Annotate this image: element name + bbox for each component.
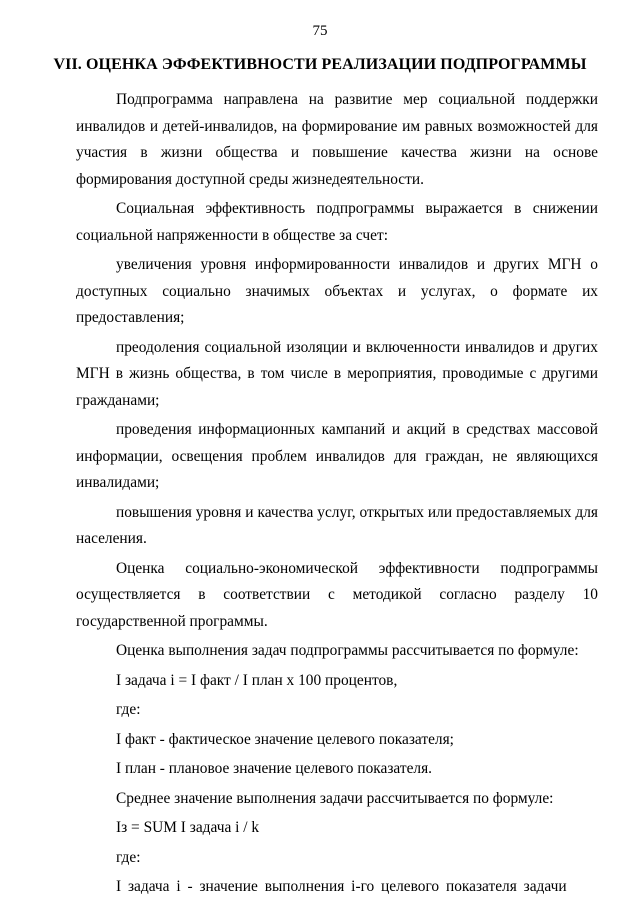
list-item-campaigns: проведения информационных кампаний и акций в средствах массовой информации, освещения проблем инвалидов для граждан, не являющихся инвалидами; [76, 421, 598, 491]
definition-task-value: I задача i - значение выполнения i-го целевого показателя задачи [116, 878, 567, 895]
paragraph-evaluation-method: Оценка социально-экономической эффективности подпрограммы осуществляется в соответствии с методикой согласно разделу 10 государственной программы. [76, 559, 598, 630]
list-item-isolation: преодоления социальной изоляции и включенности инвалидов и других МГН в жизнь общества, в том числе в мероприятия, проводимые с другими гражданами; [76, 338, 598, 409]
list-item-awareness: увеличения уровня информированности инвалидов и других МГН о доступных социально значимых объектах и услугах, о формате их предоставления; [76, 256, 598, 326]
body-text [76, 87, 598, 904]
paragraph-purpose: Подпрограмма направлена на развитие мер социальной поддержки инвалидов и детей-инвалидов, на формирование им равных возможностей для участия в жизни общества и повышение качества жизни на основе формирования доступной среды жизнедеятельности. [76, 91, 598, 188]
formula-where-label: где: [116, 701, 141, 718]
definition-plan: I план - плановое значение целевого показателя. [116, 760, 433, 777]
paragraph-task-formula-intro: Оценка выполнения задач подпрограммы рассчитывается по формуле: [116, 642, 579, 659]
paragraph-average-intro: Среднее значение выполнения задачи рассчитывается по формуле: [116, 789, 554, 807]
formula-average: Iз = SUM I задача i / k [116, 819, 260, 836]
section-heading: VII. ОЦЕНКА ЭФФЕКТИВНОСТИ РЕАЛИЗАЦИИ ПОДПРОГРАММЫ [53, 56, 587, 73]
paragraph-social-efficiency: Социальная эффективность подпрограммы выражается в снижении социальной напряженности в обществе за счет: [76, 200, 598, 244]
page-number: 75 [312, 23, 328, 39]
definition-fact: I факт - фактическое значение целевого показателя; [116, 730, 454, 748]
formula-task-completion: I задача i = I факт / I план x 100 процентов, [116, 671, 398, 689]
list-item-services: повышения уровня и качества услуг, открытых или предоставляемых для населения. [76, 503, 598, 547]
formula-where-label-2: где: [116, 848, 141, 866]
